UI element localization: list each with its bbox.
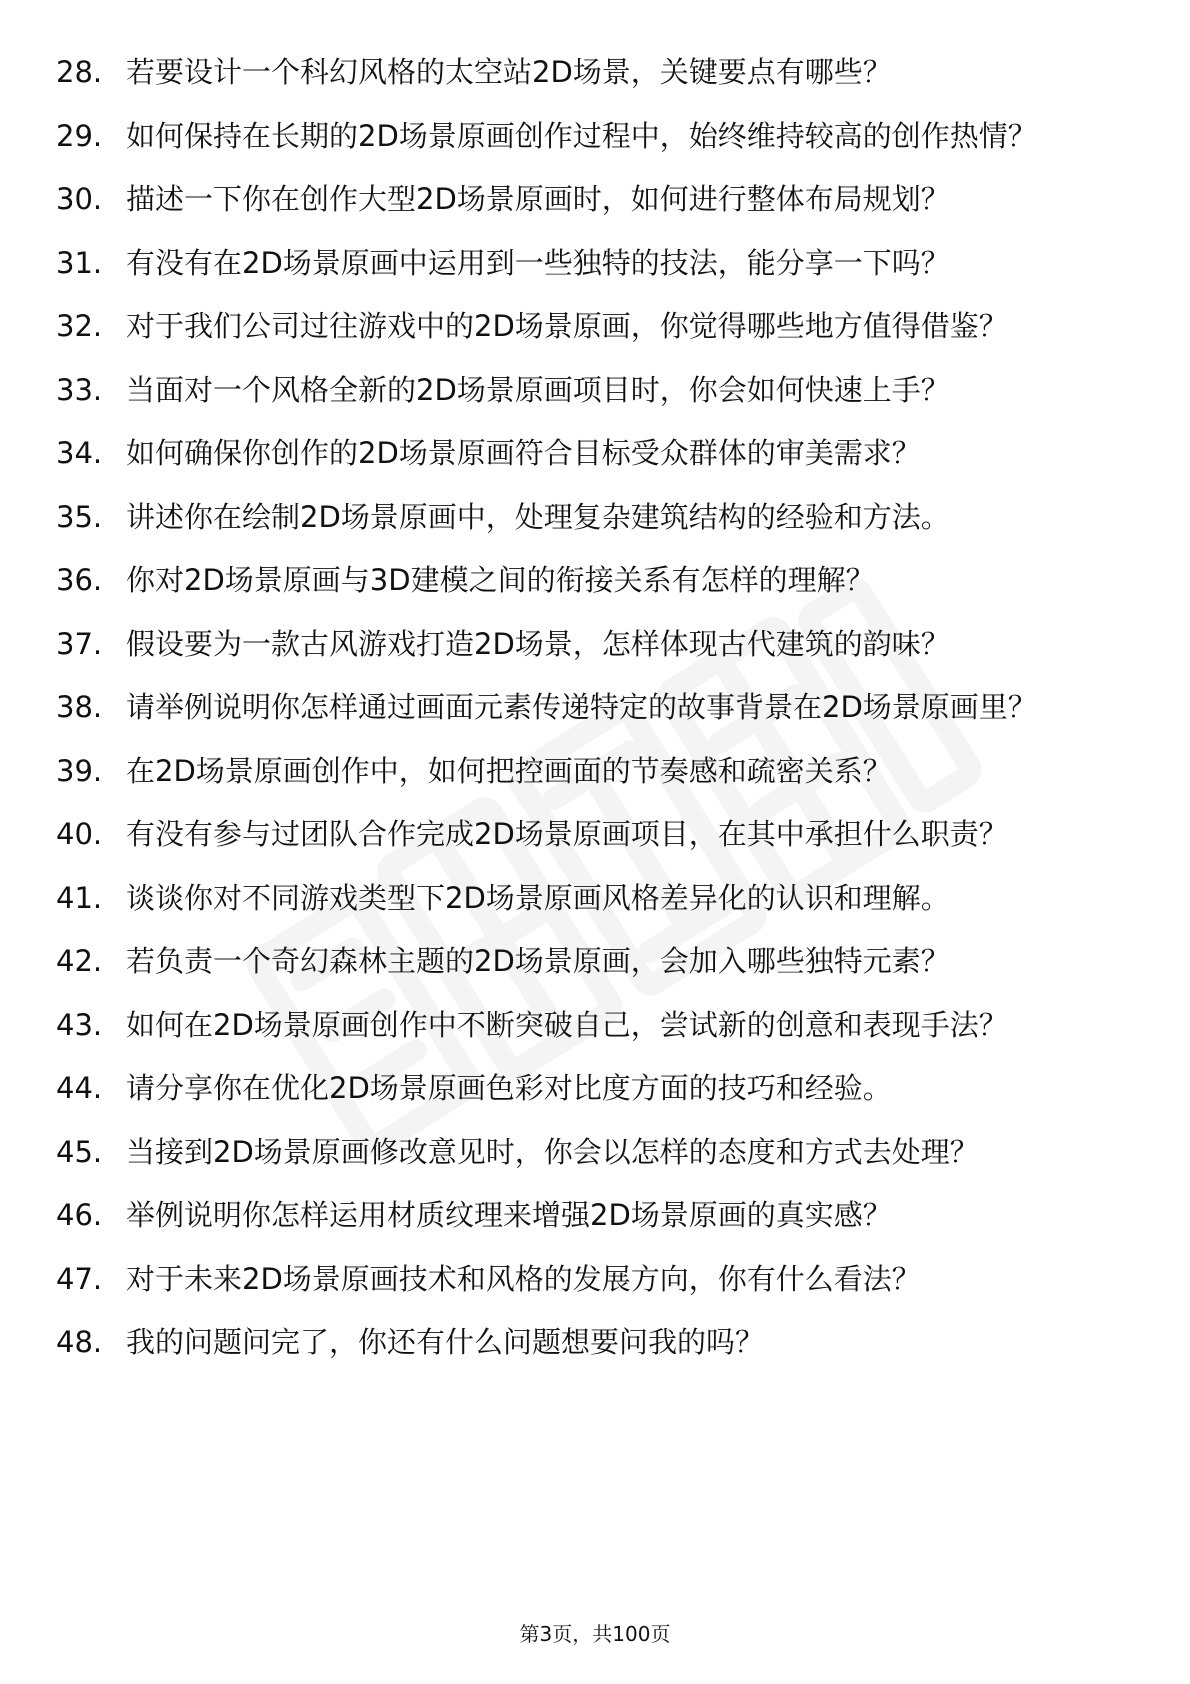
list-item [56, 1005, 1136, 1046]
question-text: 若负责一个奇幻森林主题的2D场景原画，会加入哪些独特元素？ [126, 944, 950, 978]
question-number: 47. [56, 1261, 103, 1296]
question-number: 40. [56, 817, 103, 851]
list-item [56, 52, 1136, 93]
list-item [56, 814, 1136, 855]
question-text: 对于我们公司过往游戏中的2D场景原画，你觉得哪些地方值得借鉴？ [126, 309, 1008, 343]
question-number: 39. [56, 753, 103, 788]
question-text: 假设要为一款古风游戏打造2D场景，怎样体现古代建筑的韵味？ [126, 626, 950, 661]
list-item [56, 116, 1136, 157]
list-item [56, 624, 1136, 665]
question-text: 有没有在2D场景原画中运用到一些独特的技法，能分享一下吗？ [126, 245, 950, 280]
list-item [56, 1132, 1136, 1173]
question-text: 你对2D场景原画与3D建模之间的衔接关系有怎样的理解？ [126, 563, 875, 597]
question-number: 42. [56, 944, 103, 978]
question-number: 37. [56, 626, 103, 661]
question-number: 35. [56, 499, 103, 534]
question-text: 在2D场景原画创作中，如何把控画面的节奏感和疏密关系？ [126, 753, 892, 788]
question-number: 28. [56, 55, 103, 89]
question-number: 36. [56, 563, 103, 597]
question-text: 如何在2D场景原画创作中不断突破自己，尝试新的创意和表现手法？ [126, 1007, 1008, 1042]
list-item [56, 179, 1136, 220]
question-text: 讲述你在绘制2D场景原画中，处理复杂建筑结构的经验和方法。 [126, 499, 950, 534]
list-item [56, 687, 1136, 728]
list-item [56, 433, 1136, 474]
list-item [56, 306, 1136, 347]
list-item [56, 1259, 1136, 1300]
question-list [56, 52, 1136, 1386]
question-text: 请举例说明你怎样通过画面元素传递特定的故事背景在2D场景原画里？ [126, 690, 1037, 724]
question-number: 43. [56, 1007, 103, 1042]
question-number: 38. [56, 690, 103, 724]
page-number: 第3页，共100页 [519, 1622, 671, 1646]
question-number: 46. [56, 1198, 103, 1232]
question-number: 33. [56, 372, 103, 407]
question-text: 请分享你在优化2D场景原画色彩对比度方面的技巧和经验。 [126, 1071, 892, 1105]
question-text: 对于未来2D场景原画技术和风格的发展方向，你有什么看法？ [126, 1261, 921, 1296]
list-item [56, 941, 1136, 982]
question-number: 41. [56, 880, 103, 915]
list-item [56, 751, 1136, 792]
question-text: 如何保持在长期的2D场景原画创作过程中，始终维持较高的创作热情？ [126, 118, 1037, 153]
list-item [56, 878, 1136, 919]
list-item [56, 497, 1136, 538]
question-text: 谈谈你对不同游戏类型下2D场景原画风格差异化的认识和理解。 [126, 880, 950, 915]
list-item [56, 560, 1136, 601]
list-item [56, 1068, 1136, 1109]
question-text: 举例说明你怎样运用材质纹理来增强2D场景原画的真实感？ [126, 1198, 892, 1232]
question-number: 44. [56, 1071, 103, 1105]
list-item [56, 1322, 1136, 1363]
question-number: 32. [56, 309, 103, 343]
list-item [56, 243, 1136, 284]
question-text: 描述一下你在创作大型2D场景原画时，如何进行整体布局规划？ [126, 182, 950, 216]
question-text: 如何确保你创作的2D场景原画符合目标受众群体的审美需求？ [126, 436, 921, 470]
question-number: 34. [56, 436, 103, 470]
question-text: 当面对一个风格全新的2D场景原画项目时，你会如何快速上手？ [126, 372, 950, 407]
question-number: 48. [56, 1325, 103, 1359]
question-number: 29. [56, 118, 103, 153]
list-item [56, 1195, 1136, 1236]
question-text: 我的问题问完了，你还有什么问题想要问我的吗？ [126, 1325, 765, 1359]
list-item [56, 370, 1136, 411]
question-text: 当接到2D场景原画修改意见时，你会以怎样的态度和方式去处理？ [126, 1134, 979, 1169]
question-text: 有没有参与过团队合作完成2D场景原画项目，在其中承担什么职责？ [126, 817, 1008, 851]
question-text: 若要设计一个科幻风格的太空站2D场景，关键要点有哪些？ [126, 55, 892, 89]
question-number: 45. [56, 1134, 103, 1169]
question-number: 30. [56, 182, 103, 216]
question-number: 31. [56, 245, 103, 280]
